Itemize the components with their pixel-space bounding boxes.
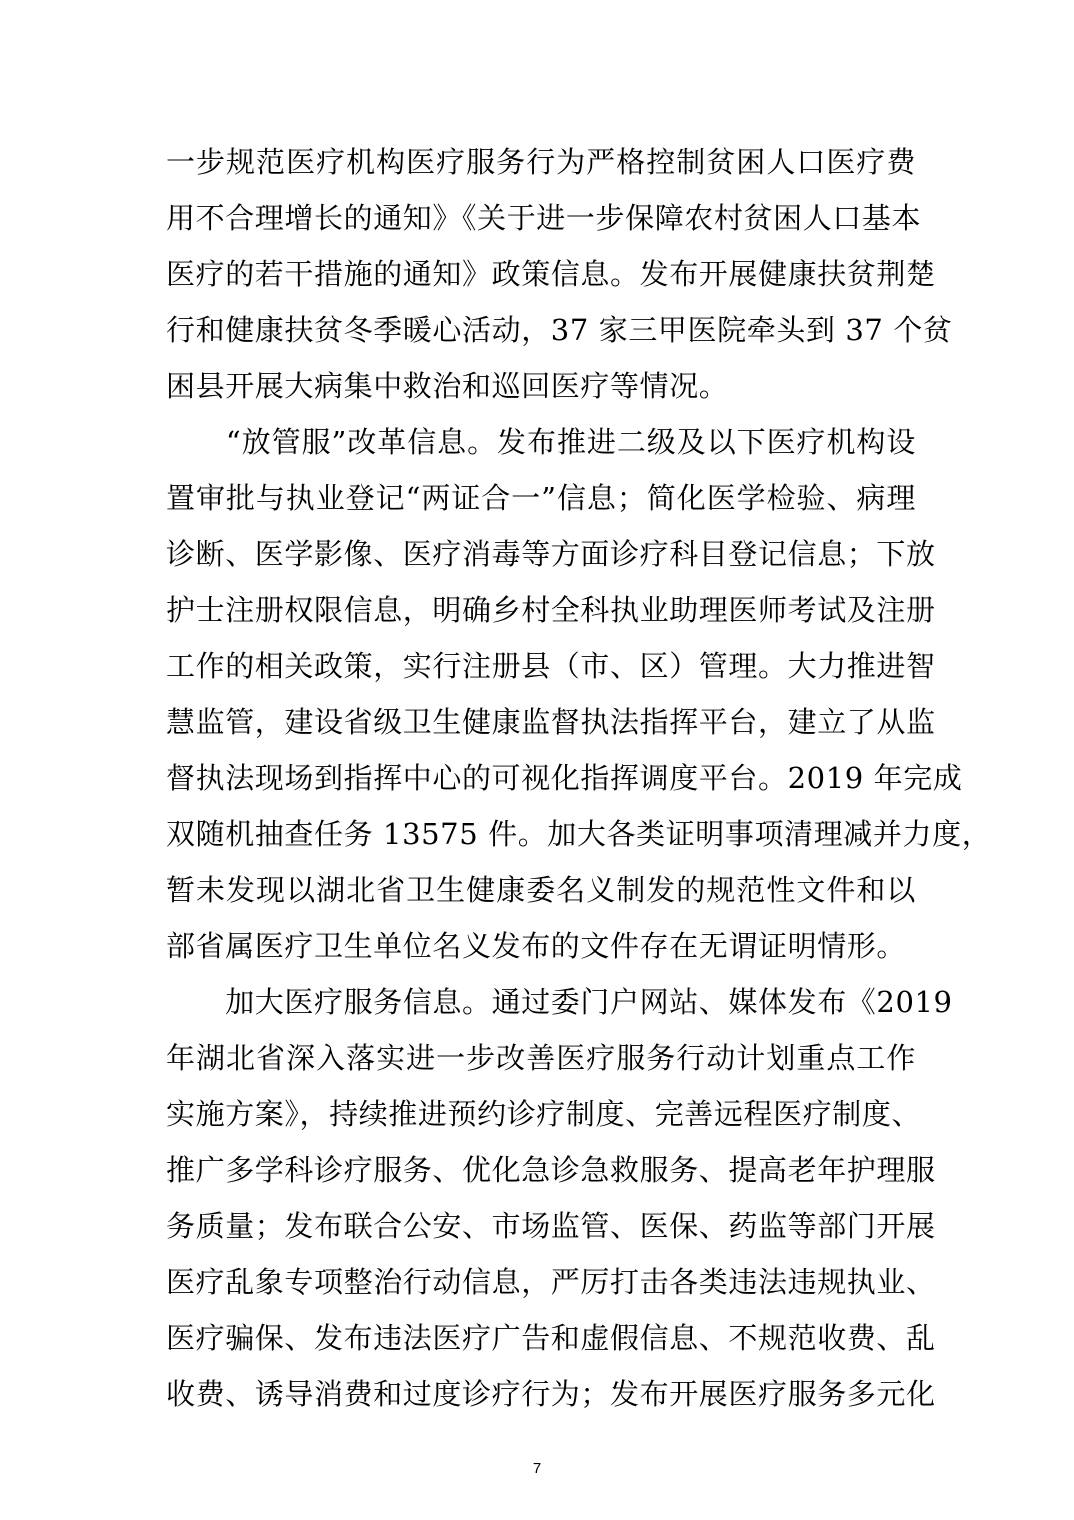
text-line: 困县开展大病集中救治和巡回医疗等情况。 <box>166 369 729 403</box>
text-line: 行和健康扶贫冬季暖心活动，37 家三甲医院牵头到 37 个贫 <box>166 313 953 347</box>
text-line: 加大医疗服务信息。通过委门户网站、媒体发布《2019 <box>166 985 953 1019</box>
text-line: 医疗骗保、发布违法医疗广告和虚假信息、不规范收费、乱 <box>166 1321 936 1355</box>
text-line: 置审批与执业登记“两证合一”信息；简化医学检验、病理 <box>166 481 916 515</box>
text-line: 务质量；发布联合公安、市场监管、医保、药监等部门开展 <box>166 1209 936 1243</box>
text-line: 督执法现场到指挥中心的可视化指挥调度平台。2019 年完成 <box>166 761 963 795</box>
text-line: 护士注册权限信息，明确乡村全科执业助理医师考试及注册 <box>166 593 936 627</box>
text-line: 慧监管，建设省级卫生健康监督执法指挥平台，建立了从监 <box>166 705 936 739</box>
text-line: 一步规范医疗机构医疗服务行为严格控制贫困人口医疗费 <box>166 145 916 179</box>
text-line: 年湖北省深入落实进一步改善医疗服务行动计划重点工作 <box>166 1041 916 1075</box>
page-number: 7 <box>532 1460 542 1477</box>
text-line: “放管服”改革信息。发布推进二级及以下医疗机构设 <box>166 425 916 459</box>
text-line: 医疗的若干措施的通知》政策信息。发布开展健康扶贫荆楚 <box>166 257 936 291</box>
text-line: 部省属医疗卫生单位名义发布的文件存在无谓证明情形。 <box>166 929 907 963</box>
text-line: 工作的相关政策，实行注册县（市、区）管理。大力推进智 <box>166 649 936 683</box>
text-line: 推广多学科诊疗服务、优化急诊急救服务、提高老年护理服 <box>166 1153 936 1187</box>
text-line: 医疗乱象专项整治行动信息，严厉打击各类违法违规执业、 <box>166 1265 936 1299</box>
text-line: 收费、诱导消费和过度诊疗行为；发布开展医疗服务多元化 <box>166 1377 936 1411</box>
text-line: 双随机抽查任务 13575 件。加大各类证明事项清理减并力度， <box>166 817 992 851</box>
text-line: 诊断、医学影像、医疗消毒等方面诊疗科目登记信息；下放 <box>166 537 936 571</box>
text-line: 暂未发现以湖北省卫生健康委名义制发的规范性文件和以 <box>166 873 916 907</box>
text-line: 用不合理增长的通知》《关于进一步保障农村贫困人口基本 <box>166 201 922 235</box>
text-line: 实施方案》，持续推进预约诊疗制度、完善远程医疗制度、 <box>166 1097 922 1131</box>
